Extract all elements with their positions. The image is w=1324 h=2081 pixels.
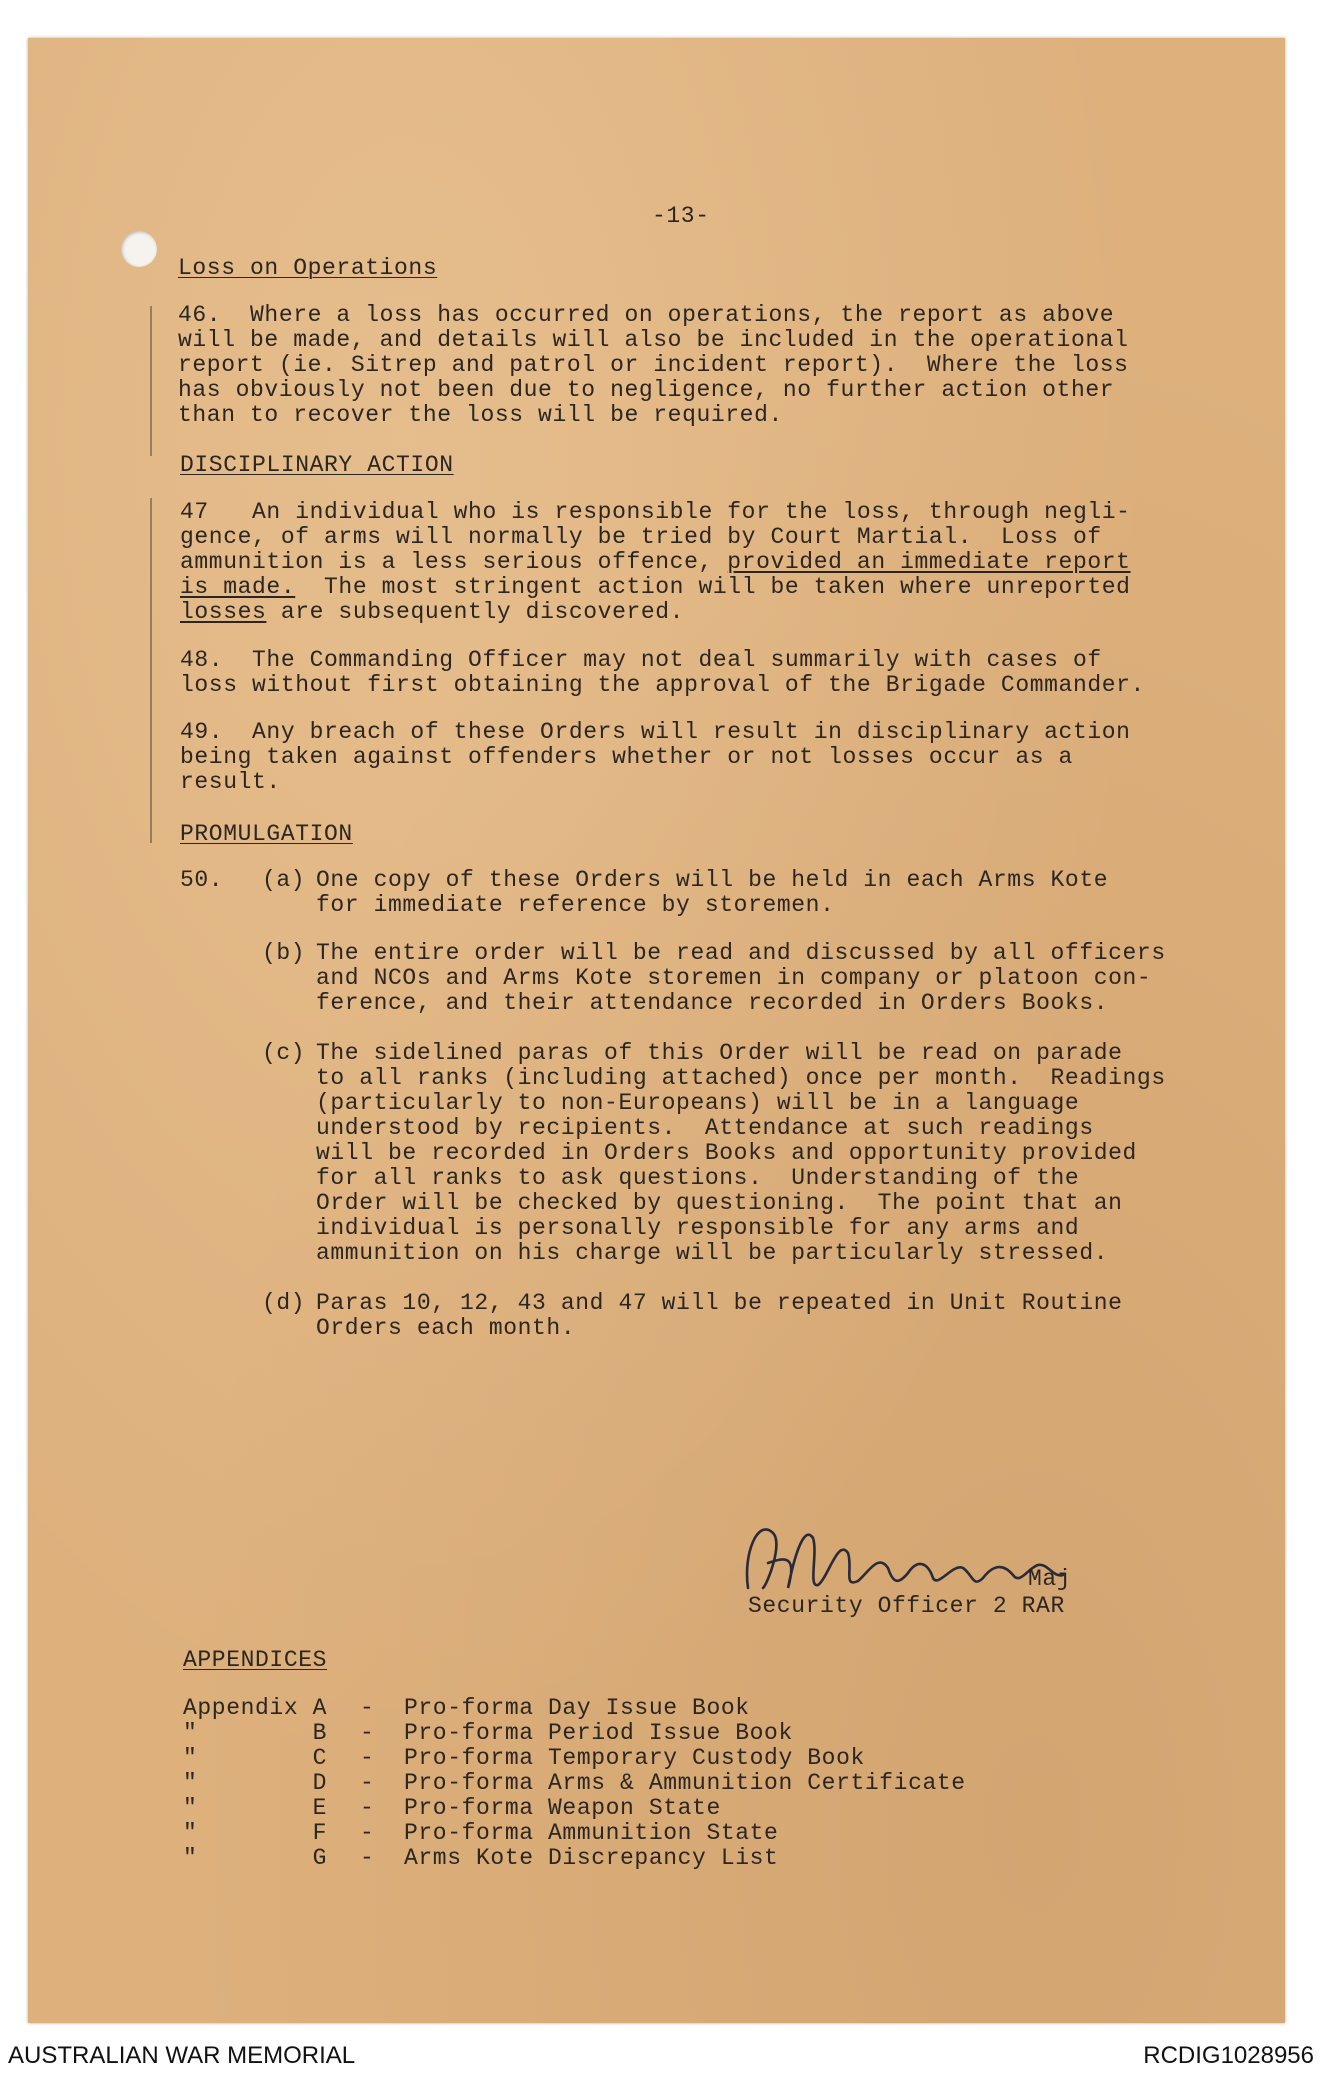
para50-a-line1: One copy of these Orders will be held in each Arms Kote	[316, 867, 1109, 893]
para49-line2: being taken against offenders whether or not losses occur as a	[180, 744, 1073, 770]
appendix-desc-a: Pro-forma Day Issue Book	[404, 1695, 750, 1721]
para47-line3: ammunition is a less serious offence, provided an immediate report	[180, 549, 1131, 575]
para46-line2: will be made, and details will also be included in the operational	[178, 327, 1129, 353]
appendix-ref-e: " E	[183, 1795, 328, 1821]
appendix-dash-f: -	[360, 1820, 375, 1846]
heading-promulgation: PROMULGATION	[180, 821, 353, 847]
para47-line2: gence, of arms will normally be tried by Court Martial. Loss of	[180, 524, 1102, 550]
para50-b-line3: ference, and their attendance recorded in Orders Books.	[316, 990, 1109, 1016]
para50-c-line1: The sidelined paras of this Order will be read on parade	[316, 1040, 1123, 1066]
appendix-ref-c: " C	[183, 1745, 328, 1771]
sideline-para46	[150, 306, 152, 456]
heading-disciplinary-action: DISCIPLINARY ACTION	[180, 452, 454, 478]
para50-b-line1: The entire order will be read and discussed by all officers	[316, 940, 1166, 966]
page-number: -13-	[652, 203, 710, 229]
para48-line2: loss without first obtaining the approval of the Brigade Commander.	[180, 672, 1145, 698]
para46-line5: than to recover the loss will be required.	[178, 402, 783, 428]
para46-line1: 46. Where a loss has occurred on operations, the report as above	[178, 302, 1115, 328]
para49-line1: 49. Any breach of these Orders will result in disciplinary action	[180, 719, 1131, 745]
para50-c-line2: to all ranks (including attached) once per month. Readings	[316, 1065, 1166, 1091]
para47-line4: is made. The most stringent action will be taken where unreported	[180, 574, 1131, 600]
para50-b-line2: and NCOs and Arms Kote storemen in company or platoon con-	[316, 965, 1152, 991]
appendix-ref-a: Appendix A	[183, 1695, 328, 1721]
appendix-desc-d: Pro-forma Arms & Ammunition Certificate	[404, 1770, 966, 1796]
appendix-desc-f: Pro-forma Ammunition State	[404, 1820, 779, 1846]
signature-title: Security Officer 2 RAR	[748, 1593, 1065, 1619]
para50-c-line5: will be recorded in Orders Books and opportunity provided	[316, 1140, 1137, 1166]
para50-d-line1: Paras 10, 12, 43 and 47 will be repeated in Unit Routine	[316, 1290, 1123, 1316]
appendix-desc-e: Pro-forma Weapon State	[404, 1795, 721, 1821]
footer-record-id: RCDIG1028956	[1143, 2042, 1314, 2069]
appendix-ref-d: " D	[183, 1770, 328, 1796]
para50-number: 50.	[180, 867, 224, 893]
appendix-desc-b: Pro-forma Period Issue Book	[404, 1720, 793, 1746]
appendix-dash-c: -	[360, 1745, 375, 1771]
para48-line1: 48. The Commanding Officer may not deal summarily with cases of	[180, 647, 1102, 673]
sideline-disciplinary	[150, 498, 152, 843]
para50-d-line2: Orders each month.	[316, 1315, 576, 1341]
para50-b-label: (b)	[262, 940, 306, 966]
para49-line3: result.	[180, 769, 281, 795]
appendix-dash-a: -	[360, 1695, 375, 1721]
para50-c-line6: for all ranks to ask questions. Understanding of the	[316, 1165, 1080, 1191]
appendix-dash-e: -	[360, 1795, 375, 1821]
para50-c-line8: individual is personally responsible for any arms and	[316, 1215, 1080, 1241]
para47-line5: losses are subsequently discovered.	[180, 599, 685, 625]
appendix-dash-g: -	[360, 1845, 375, 1871]
appendix-dash-b: -	[360, 1720, 375, 1746]
footer-archive-name: AUSTRALIAN WAR MEMORIAL	[8, 2042, 356, 2069]
document-page	[28, 38, 1285, 2023]
para50-a-label: (a)	[262, 867, 306, 893]
punch-hole	[121, 231, 157, 267]
appendix-ref-g: " G	[183, 1845, 328, 1871]
heading-loss-on-operations: Loss on Operations	[178, 255, 438, 281]
para50-c-line7: Order will be checked by questioning. The point that an	[316, 1190, 1123, 1216]
para50-c-line9: ammunition on his charge will be particularly stressed.	[316, 1240, 1109, 1266]
para50-d-label: (d)	[262, 1290, 306, 1316]
appendix-ref-b: " B	[183, 1720, 328, 1746]
signature-rank: Maj	[1028, 1566, 1072, 1592]
para50-c-label: (c)	[262, 1040, 306, 1066]
para46-line4: has obviously not been due to negligence, no further action other	[178, 377, 1115, 403]
appendix-ref-f: " F	[183, 1820, 328, 1846]
para50-a-line2: for immediate reference by storemen.	[316, 892, 835, 918]
para47-line1: 47 An individual who is responsible for the loss, through negli-	[180, 499, 1131, 525]
heading-appendices: APPENDICES	[183, 1647, 328, 1673]
para50-c-line3: (particularly to non-Europeans) will be in a language	[316, 1090, 1080, 1116]
appendix-desc-c: Pro-forma Temporary Custody Book	[404, 1745, 865, 1771]
appendix-desc-g: Arms Kote Discrepancy List	[404, 1845, 779, 1871]
para46-line3: report (ie. Sitrep and patrol or incident report). Where the loss	[178, 352, 1129, 378]
para50-c-line4: understood by recipients. Attendance at such readings	[316, 1115, 1094, 1141]
appendix-dash-d: -	[360, 1770, 375, 1796]
